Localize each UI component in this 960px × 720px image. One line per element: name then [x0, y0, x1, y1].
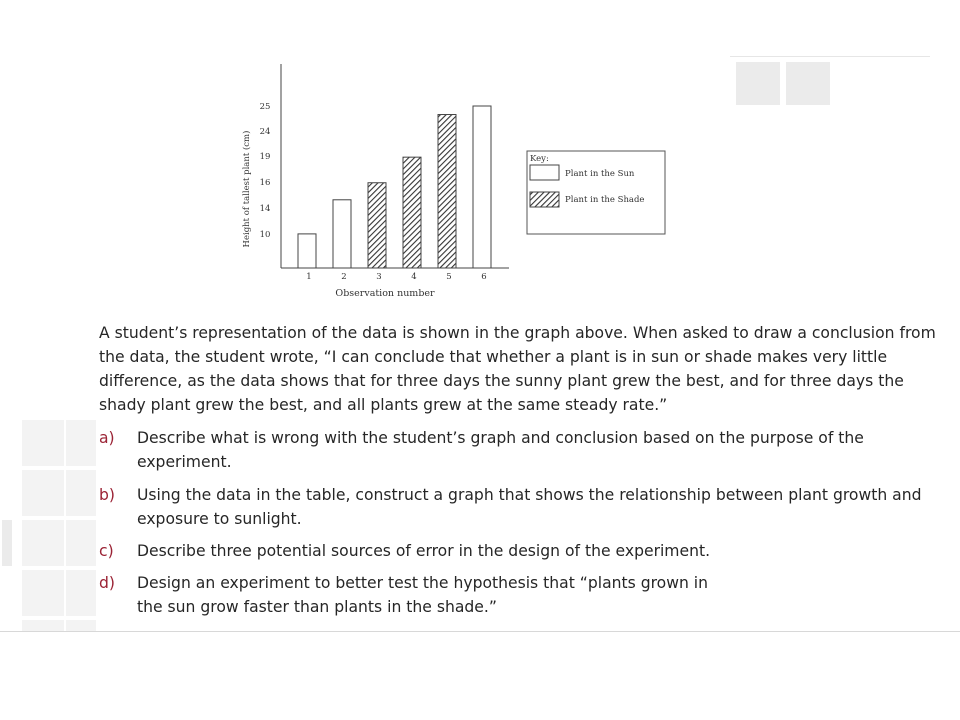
question-b-text: Using the data in the table, construct a graph that shows the relationship between plant growth and exposure to sunlight.: [137, 486, 922, 528]
decor-square-left-5: [2, 520, 12, 566]
y-tick-label-14: 14: [259, 204, 271, 214]
x-tick-label-5: 5: [446, 272, 452, 282]
question-d-text: Design an experiment to better test the hypothesis that “plants grown in the sun grow faster than plants in the shade.”: [137, 574, 709, 616]
x-tick-label-3: 3: [376, 272, 382, 282]
bar-obs-1: [298, 234, 316, 268]
decor-square-left-6: [22, 520, 64, 566]
question-c-letter: c): [99, 542, 114, 560]
y-tick-label-19: 19: [259, 152, 271, 162]
y-tick-label-24: 24: [259, 127, 271, 137]
y-tick-label-16: 16: [259, 178, 271, 188]
question-d-letter: d): [99, 574, 115, 592]
x-tick-label-1: 1: [306, 272, 312, 282]
decor-square-left-3: [22, 470, 64, 516]
decor-square-left-2: [66, 420, 96, 466]
question-c-text: Describe three potential sources of error in the design of the experiment.: [137, 542, 711, 560]
question-a-letter: a): [99, 429, 115, 447]
decor-square-left-7: [66, 520, 96, 566]
bar-obs-5: [438, 115, 456, 268]
legend-swatch-shade: [530, 192, 559, 207]
decor-square-left-8: [22, 570, 64, 616]
decor-square-left-4: [66, 470, 96, 516]
intro-paragraph: A student’s representation of the data is shown in the graph above. When asked to draw a conclusion from the data, the student wrote, “I can conclude that whether a plant is in sun or shade makes very little difference, as the data shows that for three days the sunny plant grew the best, and for three days the shady plant grew the best, and all plants grew at the same steady rate.”: [99, 324, 936, 414]
bar-obs-3: [368, 183, 386, 268]
legend-label-shade: Plant in the Shade: [565, 195, 645, 205]
bar-chart: [0, 0, 960, 320]
y-axis-label: Height of tallest plant (cm): [242, 130, 252, 248]
bar-obs-4: [403, 157, 421, 268]
bar-obs-2: [333, 200, 351, 268]
decor-square-left-1: [22, 420, 64, 466]
x-tick-label-6: 6: [481, 272, 487, 282]
x-tick-label-4: 4: [411, 272, 417, 282]
bar-obs-6: [473, 106, 491, 268]
question-a-text: Describe what is wrong with the student’s graph and conclusion based on the purpose of the experiment.: [137, 429, 864, 471]
decor-square-left-9: [66, 570, 96, 616]
legend-swatch-sun: [530, 165, 559, 180]
question-b-letter: b): [99, 486, 115, 504]
legend-title: Key:: [530, 154, 549, 164]
x-axis-label: Observation number: [335, 288, 435, 299]
y-tick-label-25: 25: [259, 102, 271, 112]
decor-bottom-rule: [0, 631, 960, 632]
x-tick-label-2: 2: [341, 272, 347, 282]
y-tick-label-10: 10: [259, 230, 271, 240]
legend-label-sun: Plant in the Sun: [565, 169, 635, 179]
